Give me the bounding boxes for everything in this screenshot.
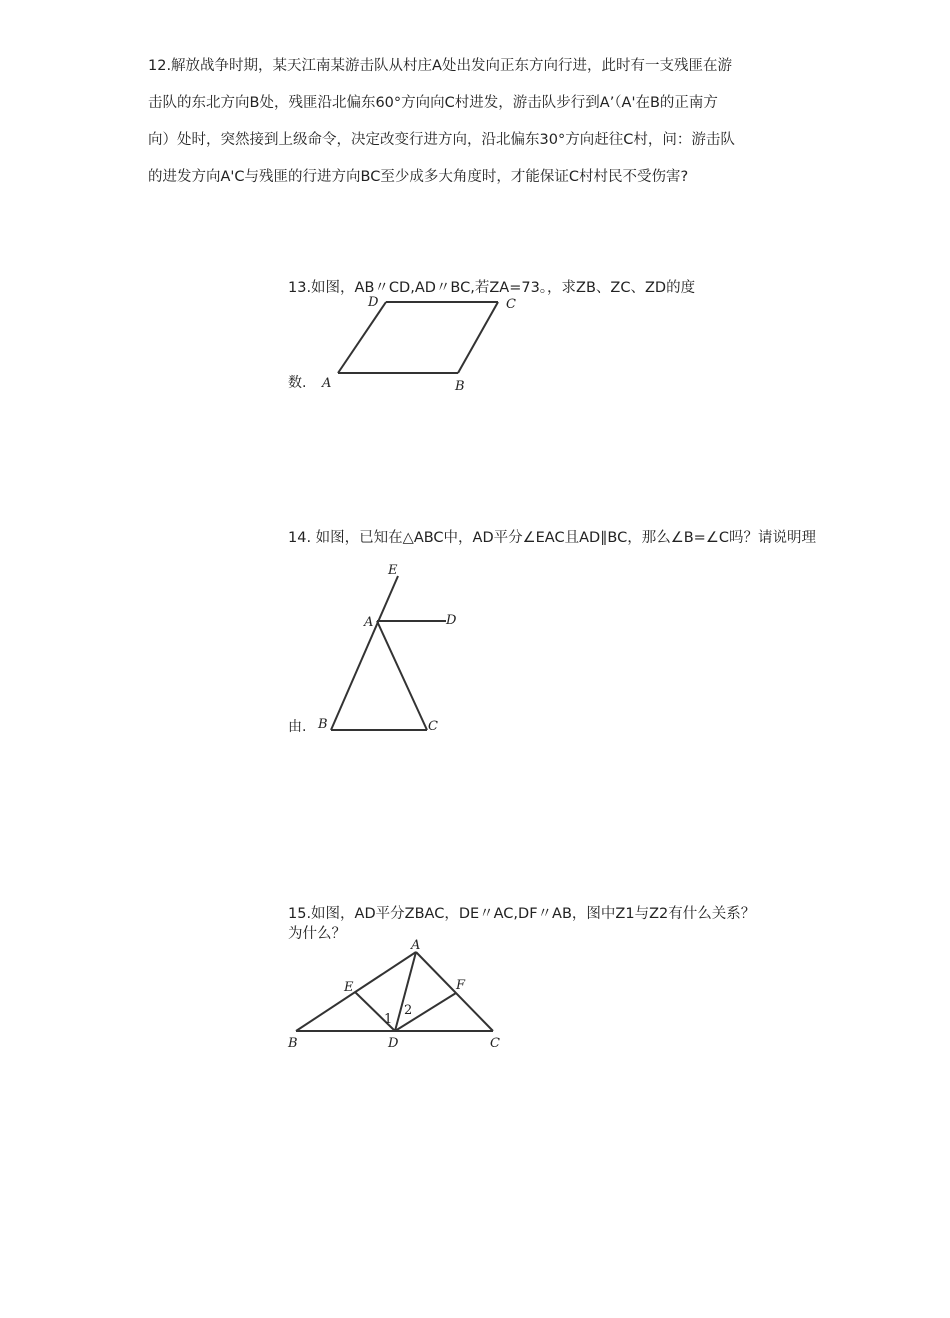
label-a: A (322, 376, 332, 391)
question-12 (148, 48, 798, 196)
bisector-figure (280, 935, 520, 1055)
angle-2-label: 2 (404, 1003, 413, 1018)
question-13-tail: 数. (288, 375, 307, 391)
angle-1-label: 1 (384, 1012, 393, 1027)
question-15-line-2: 为什么？ (288, 926, 346, 942)
label-d: D (368, 295, 379, 310)
label-d: D (388, 1036, 399, 1051)
side-ac (416, 952, 493, 1031)
parallelogram-figure (300, 290, 540, 400)
label-c: C (506, 297, 516, 312)
label-a: A (364, 615, 374, 630)
label-c: C (490, 1036, 500, 1051)
side-ac (377, 621, 427, 730)
label-b: B (288, 1036, 298, 1051)
side-da (338, 302, 386, 373)
question-12-line-2: 击队的东北方向B处，残匪沿北偏东60°方向向C村进发，游击队步行到A’（A'在B的正南方 (148, 95, 718, 111)
label-e: E (388, 563, 398, 578)
label-a: A (411, 938, 421, 953)
triangle-figure (300, 558, 480, 748)
question-13-text: 13.如图，AB〃CD,AD〃BC,若ZA=73。，求ZB、ZC、ZD的度 (288, 280, 696, 296)
question-12-line-4: 的进发方向A'C与残匪的行进方向BC至少成多大角度时，才能保证C村村民不受伤害? (148, 169, 689, 185)
line-eb (331, 576, 398, 730)
label-e: E (344, 980, 354, 995)
label-d: D (446, 613, 457, 628)
side-cb (458, 302, 498, 373)
question-15-line-1: 15.如图，AD平分ZBAC，DE〃AC,DF〃AB，图中Z1与Z2有什么关系？ (288, 906, 756, 922)
question-12-line-1: 12.解放战争时期，某天江南某游击队从村庄A处出发向正东方向行进，此时有一支残匪在游 (148, 58, 732, 74)
label-f: F (456, 978, 466, 993)
label-b: B (318, 717, 328, 732)
question-14-text: 14. 如图，已知在△ABC中，AD平分∠EAC且AD∥BC，那么∠B=∠C吗？请说明理 (288, 530, 816, 546)
label-c: C (428, 719, 438, 734)
question-12-line-3: 向）处时，突然接到上级命令，决定改变行进方向，沿北偏东30°方向赶往C村，问：游击队 (148, 132, 735, 148)
label-b: B (455, 379, 465, 394)
question-14-tail: 由. (288, 719, 307, 735)
